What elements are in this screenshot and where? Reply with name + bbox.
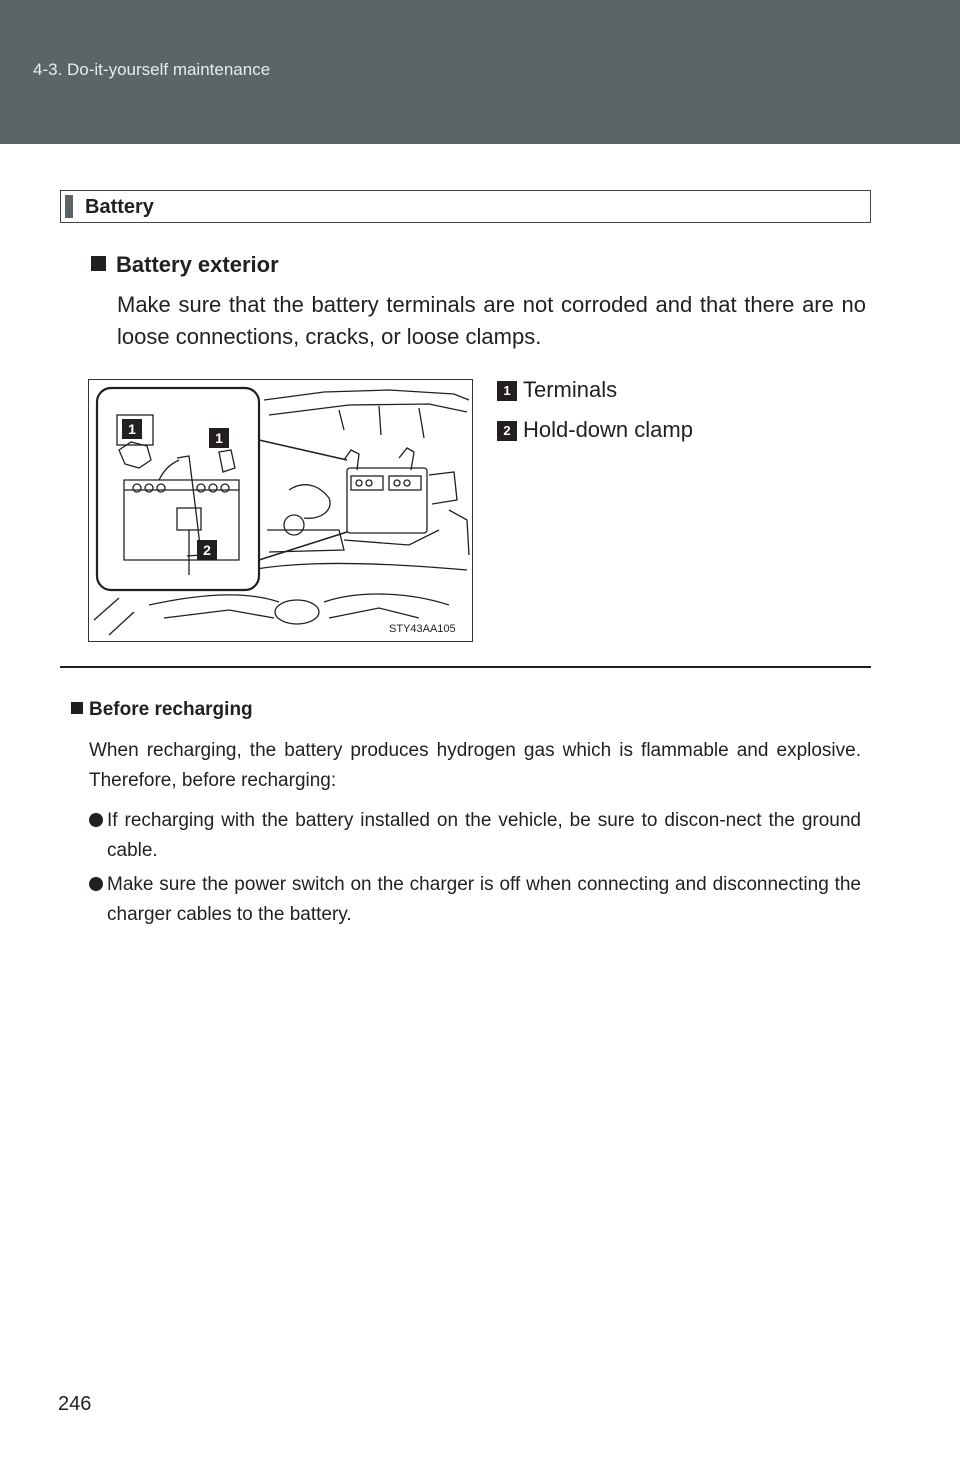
section-title: Battery [85,196,154,218]
before-recharging-text: When recharging, the battery produces hydrogen gas which is flammable and explosive. Therefore, before recharging: [89,740,861,791]
page-number: 246 [58,1393,92,1415]
divider [60,666,871,668]
list-item-text: If recharging with the battery installed on the vehicle, be sure to discon-nect the ground cable. [107,810,861,861]
subheading-battery-exterior [91,252,279,278]
page-header [0,0,960,144]
list-item [89,870,861,930]
subheading-text: Battery exterior [116,252,279,277]
section-heading-bar [60,190,871,223]
subheading-text: Before recharging [89,699,253,720]
bullet-dot-icon [89,813,103,827]
legend-number-1: 1 [497,381,517,401]
legend-label: Hold-down clamp [523,417,693,442]
svg-text:2: 2 [203,542,211,558]
list-item-text: Make sure the power switch on the charger is off when connecting and disconnecting the charger cables to the battery. [107,874,861,925]
section-marker [65,195,73,218]
svg-text:1: 1 [128,421,136,437]
square-bullet-icon [91,256,106,271]
list-item [89,806,861,866]
bullet-dot-icon [89,877,103,891]
battery-illustration [88,379,473,642]
battery-exterior-text: Make sure that the battery terminals are not corroded and that there are no loose connections, cracks, or loose clamps. [117,292,866,349]
legend-item-terminals [497,377,617,403]
legend-item-hold-down-clamp [497,417,693,443]
legend-label: Terminals [523,377,618,402]
engine-bay-drawing [89,380,474,643]
subheading-before-recharging [71,699,253,721]
square-bullet-icon [71,702,83,714]
chapter-title: 4-3. Do-it-yourself maintenance [33,60,271,79]
svg-text:1: 1 [215,430,223,446]
figure-code: STY43AA105 [389,623,456,635]
legend-number-2: 2 [497,421,517,441]
